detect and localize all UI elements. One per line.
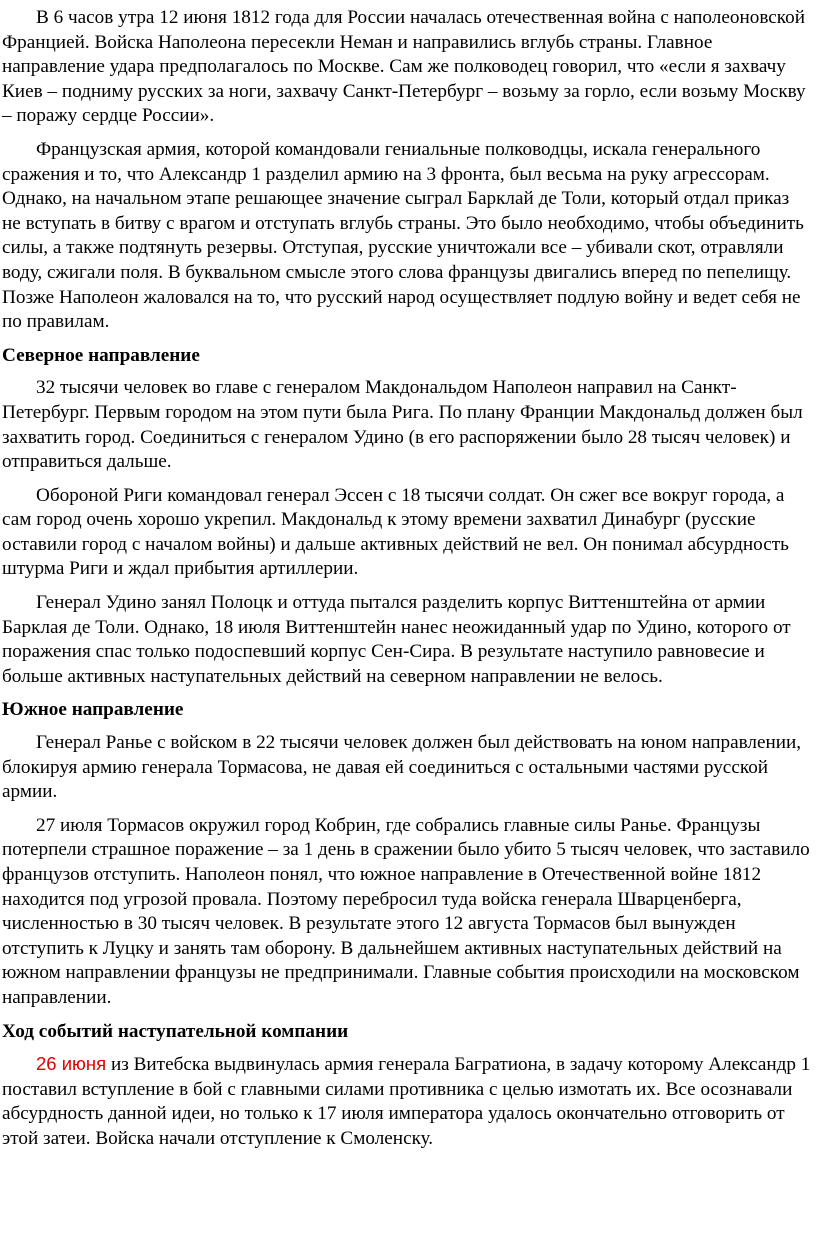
north-paragraph-3: Генерал Удино занял Полоцк и оттуда пытался разделить корпус Виттенштейна от армии Барклая де Толи. Однако, 18 июля Виттенштейн нанес неожиданный удар по Удино, которого от поражения спас только подоспевший корпус Сен-Сира. В результате наступило равновесие и больше активных наступательных действий на северном направлении не велось.: [2, 592, 791, 687]
south-paragraph-1: Генерал Ранье с войском в 22 тысячи человек должен был действовать на юном направлении, блокируя армию генерала Тормасова, не давая ей соединиться с остальными частями русской армии.: [2, 732, 802, 803]
intro-paragraph-2: Французская армия, которой командовали гениальные полководцы, искала генерального сражения и то, что Александр 1 разделил армию на 3 фронта, был весьма на руку агрессорам. Однако, на начальном этапе решающее значение сыграл Барклай де Толи, который отдал приказ не вступать в битву с врагом и отступать вглубь страны. Это было необходимо, чтобы объединить силы, а также подтянуть резервы. Отступая, русские уничтожали все – убивали скот, отравляли воду, сжигали поля. В буквальном смысле этого слова французы двигались вперед по пепелищу. Позже Наполеон жаловался на то, что русский народ осуществляет подлую войну и ведет себя не по правилам.: [2, 138, 804, 333]
offensive-paragraph: [2, 1052, 812, 1151]
north-paragraph-2: Обороной Риги командовал генерал Эссен с 18 тысячи солдат. Он сжег все вокруг города, а сам город очень хорошо укрепил. Макдональд к этому времени захватил Динабург (русские оставили город с началом войны) и дальше активных действий не вел. Он понимал абсурдность штурма Риги и ждал прибытия артиллерии.: [2, 484, 789, 580]
south-heading: Южное направление: [2, 699, 184, 721]
north-heading: Северное направление: [2, 344, 200, 366]
highlighted-date: 26 июня: [36, 1053, 107, 1075]
offensive-heading: Ход событий наступательной компании: [2, 1020, 349, 1042]
intro-paragraph-1: В 6 часов утра 12 июня 1812 года для России началась отечественная война с наполеоновской Францией. Войска Наполеона пересекли Неман и направились вглубь страны. Главное направление удара предполагалось по Москве. Сам же полководец говорил, что «если я захвачу Киев – подниму русских за ноги, захвачу Санкт-Петербург – возьму за горло, если возьму Москву – поражу сердце России».: [2, 7, 806, 127]
offensive-paragraph-text: из Витебска выдвинулась армия генерала Багратиона, в задачу которому Александр 1 поставил вступление в бой с главными силами противника с целью измотать их. Все осознавали абсурдность данной идеи, но только к 17 июля императора удалось окончательно отговорить от этой затеи. Войска начали отступление к Смоленску.: [2, 1054, 811, 1149]
north-paragraph-1: 32 тысячи человек во главе с генералом Макдональдом Наполеон направил на Санкт-Петербург. Первым городом на этом пути была Рига. По плану Франции Макдональд должен был захватить город. Соединиться с генералом Удино (в его распоряжении было 28 тысяч человек) и отправиться дальше.: [2, 377, 803, 473]
south-paragraph-2: 27 июля Тормасов окружил город Кобрин, где собрались главные силы Ранье. Французы потерпели страшное поражение – за 1 день в сражении было убито 5 тысяч человек, что заставило французов отступить. Наполеон понял, что южное направление в Отечественной войне 1812 находится под угрозой провала. Поэтому перебросил туда войска генерала Шварценберга, численностью в 30 тысяч человек. В результате этого 12 августа Тормасов был вынужден отступить к Луцку и занять там оборону. В дальнейшем активных наступательных действий на южном направлении французы не предпринимали. Главные события происходили на московском направлении.: [2, 814, 810, 1008]
